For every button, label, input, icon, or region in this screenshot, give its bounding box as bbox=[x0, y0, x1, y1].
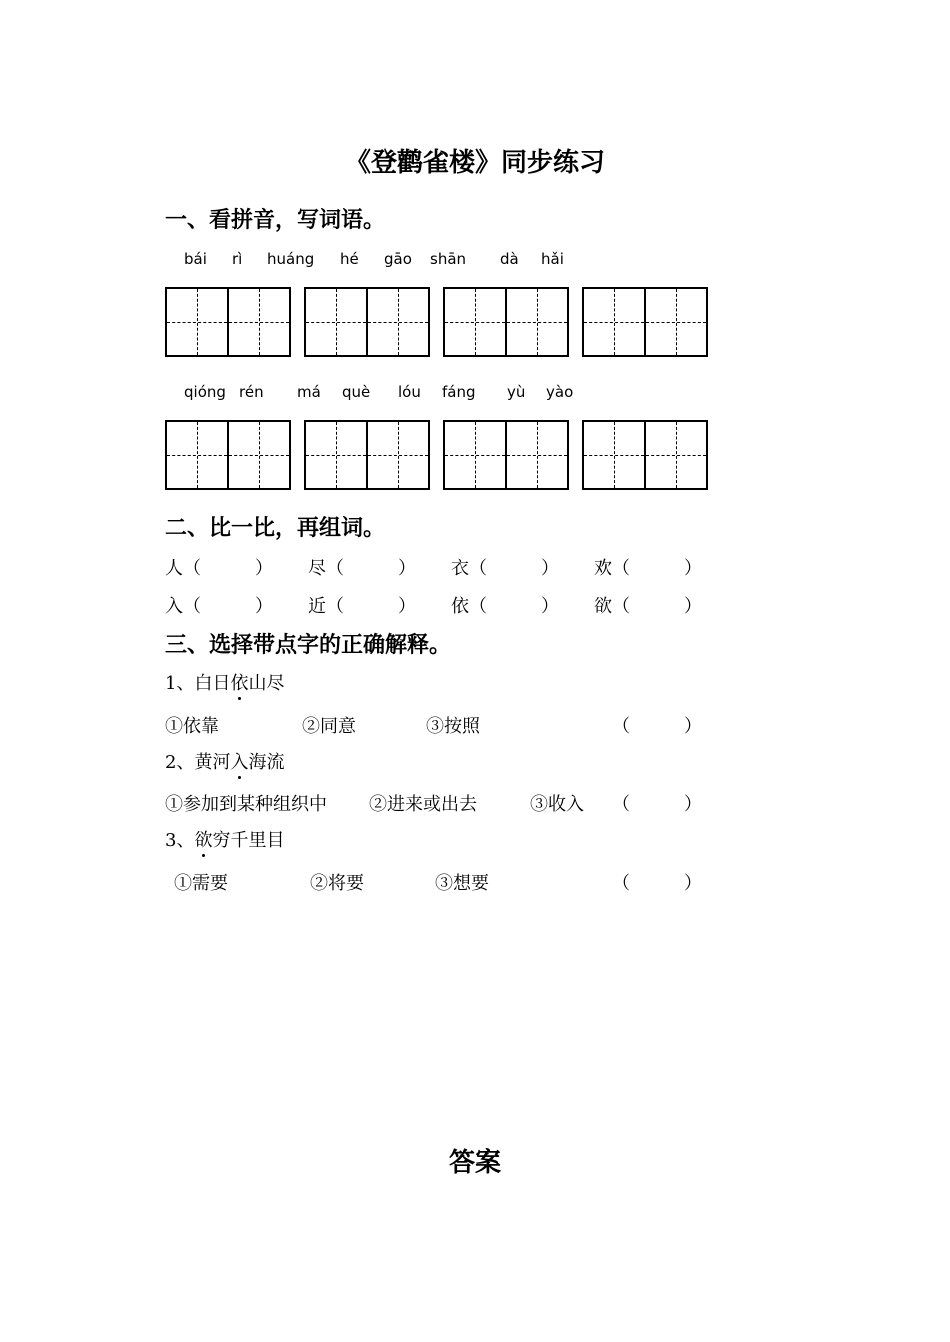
writing-cell[interactable] bbox=[165, 287, 229, 357]
word-box bbox=[165, 287, 291, 357]
writing-cell[interactable] bbox=[582, 287, 646, 357]
pinyin-label: hé bbox=[340, 250, 359, 268]
compare-item: 人（ ） bbox=[165, 558, 273, 579]
writing-cell[interactable] bbox=[644, 420, 708, 490]
pinyin-label: shān bbox=[430, 250, 467, 268]
writing-cell[interactable] bbox=[165, 420, 229, 490]
word-box bbox=[443, 287, 569, 357]
option: ①需要 bbox=[174, 873, 228, 894]
answer-blank: （ ） bbox=[612, 716, 702, 737]
question-1 bbox=[165, 669, 284, 695]
word-box bbox=[582, 420, 708, 490]
dotted-character: 欲 bbox=[194, 826, 212, 852]
answer-heading: 答案 bbox=[448, 1148, 501, 1178]
word-box bbox=[304, 287, 430, 357]
question-prefix: 3、 bbox=[165, 830, 195, 851]
writing-cell[interactable] bbox=[443, 420, 507, 490]
question-prefix: 2、黄河 bbox=[165, 752, 231, 773]
pinyin-label: lóu bbox=[398, 383, 421, 401]
option: ①依靠 bbox=[165, 716, 219, 737]
word-box bbox=[165, 420, 291, 490]
compare-item: 欢（ ） bbox=[594, 558, 702, 579]
dotted-character: 依 bbox=[230, 669, 248, 695]
question-suffix: 穷千里目 bbox=[212, 830, 285, 851]
section3-heading: 三、选择带点字的正确解释。 bbox=[165, 633, 452, 658]
compare-item: 欲（ ） bbox=[594, 596, 702, 617]
writing-cell[interactable] bbox=[443, 287, 507, 357]
tianzige-row-1 bbox=[165, 287, 708, 357]
compare-item: 衣（ ） bbox=[451, 558, 559, 579]
pinyin-label: yù bbox=[507, 383, 526, 401]
writing-cell[interactable] bbox=[227, 420, 291, 490]
pinyin-label: qióng bbox=[184, 383, 226, 401]
option: ②进来或出去 bbox=[369, 794, 477, 815]
dotted-character: 入 bbox=[230, 748, 248, 774]
pinyin-label: hǎi bbox=[541, 250, 564, 268]
writing-cell[interactable] bbox=[366, 287, 430, 357]
writing-cell[interactable] bbox=[582, 420, 646, 490]
word-box bbox=[582, 287, 708, 357]
pinyin-label: rì bbox=[232, 250, 243, 268]
word-box bbox=[443, 420, 569, 490]
pinyin-label: huáng bbox=[267, 250, 315, 268]
question-suffix: 山尽 bbox=[248, 673, 285, 694]
option: ③按照 bbox=[426, 716, 480, 737]
answer-blank: （ ） bbox=[612, 794, 702, 815]
writing-cell[interactable] bbox=[505, 287, 569, 357]
tianzige-row-2 bbox=[165, 420, 708, 490]
compare-item: 依（ ） bbox=[451, 596, 559, 617]
option: ②将要 bbox=[310, 873, 364, 894]
pinyin-label: fáng bbox=[442, 383, 476, 401]
compare-item: 近（ ） bbox=[308, 596, 416, 617]
pinyin-label: dà bbox=[500, 250, 519, 268]
pinyin-label: bái bbox=[184, 250, 207, 268]
section2-heading: 二、比一比，再组词。 bbox=[165, 516, 386, 541]
pinyin-label: yào bbox=[546, 383, 574, 401]
option: ②同意 bbox=[302, 716, 356, 737]
writing-cell[interactable] bbox=[304, 420, 368, 490]
pinyin-label: má bbox=[297, 383, 321, 401]
compare-item: 尽（ ） bbox=[308, 558, 416, 579]
page-title: 《登鹳雀楼》同步练习 bbox=[344, 148, 605, 178]
writing-cell[interactable] bbox=[304, 287, 368, 357]
option: ③想要 bbox=[435, 873, 489, 894]
question-2 bbox=[165, 748, 284, 774]
answer-blank: （ ） bbox=[612, 873, 702, 894]
question-3 bbox=[165, 826, 284, 852]
writing-cell[interactable] bbox=[505, 420, 569, 490]
question-suffix: 海流 bbox=[248, 752, 285, 773]
question-prefix: 1、白日 bbox=[165, 673, 231, 694]
writing-cell[interactable] bbox=[227, 287, 291, 357]
option: ③收入 bbox=[530, 794, 584, 815]
word-box bbox=[304, 420, 430, 490]
section1-heading: 一、看拼音，写词语。 bbox=[165, 208, 386, 233]
writing-cell[interactable] bbox=[644, 287, 708, 357]
pinyin-label: què bbox=[342, 383, 371, 401]
compare-item: 入（ ） bbox=[165, 596, 273, 617]
pinyin-label: rén bbox=[239, 383, 264, 401]
option: ①参加到某种组织中 bbox=[165, 794, 327, 815]
pinyin-label: gāo bbox=[384, 250, 412, 268]
writing-cell[interactable] bbox=[366, 420, 430, 490]
